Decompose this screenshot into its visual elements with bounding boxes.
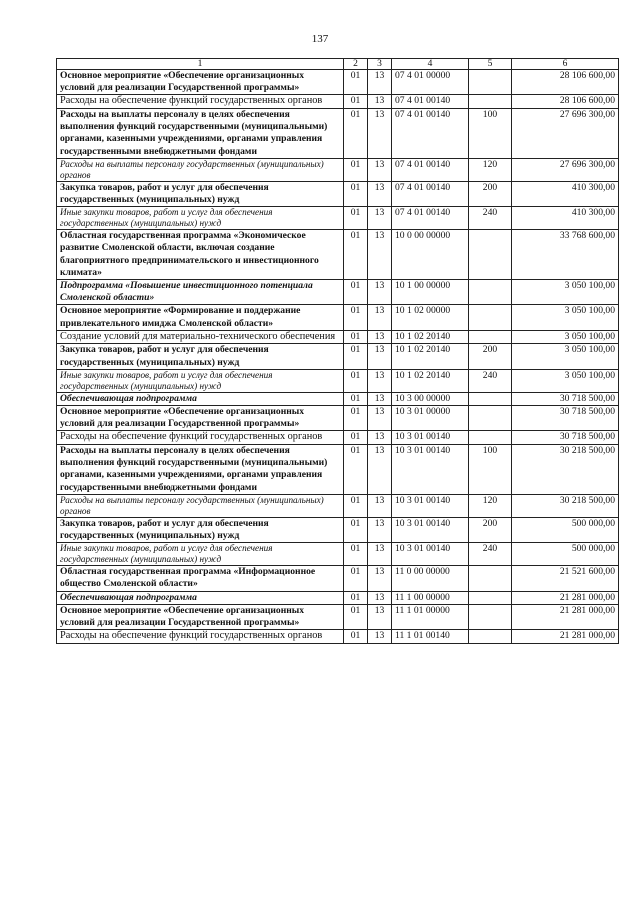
expense-name-cell: Основное мероприятие «Обеспечение организационных условий для реализации Государственной программы» <box>57 70 344 95</box>
expense-type-cell <box>469 591 512 604</box>
subsection-code-cell: 13 <box>368 158 392 181</box>
section-code-cell: 01 <box>344 431 368 445</box>
subsection-code-cell: 13 <box>368 207 392 230</box>
column-header-4: 4 <box>392 59 469 70</box>
expense-name-cell: Расходы на выплаты персоналу государственных (муниципальных) органов <box>57 494 344 517</box>
expense-type-cell <box>469 630 512 644</box>
target-article-cell: 10 3 01 00140 <box>392 494 469 517</box>
table-row <box>57 158 619 181</box>
target-article-cell: 10 1 02 20140 <box>392 344 469 369</box>
amount-cell: 28 106 600,00 <box>512 70 619 95</box>
amount-cell: 27 696 300,00 <box>512 158 619 181</box>
expense-name-cell: Обеспечивающая подпрограмма <box>57 591 344 604</box>
expense-type-cell <box>469 604 512 629</box>
expense-name-cell: Основное мероприятие «Обеспечение организационных условий для реализации Государственной программы» <box>57 604 344 629</box>
subsection-code-cell: 13 <box>368 95 392 109</box>
section-code-cell: 01 <box>344 566 368 591</box>
expense-name-cell: Расходы на выплаты персоналу в целях обеспечения выполнения функций государственными (муниципальными) органами, казенными учреждениями, органами управления государственными внебюджетными фондами <box>57 109 344 159</box>
subsection-code-cell: 13 <box>368 280 392 305</box>
table-row <box>57 280 619 305</box>
target-article-cell: 10 3 01 00140 <box>392 445 469 495</box>
subsection-code-cell: 13 <box>368 369 392 392</box>
expense-name-cell: Расходы на обеспечение функций государственных органов <box>57 630 344 644</box>
expense-name-cell: Областная государственная программа «Информационное общество Смоленской области» <box>57 566 344 591</box>
expense-name-cell: Расходы на обеспечение функций государственных органов <box>57 431 344 445</box>
target-article-cell: 10 1 02 00000 <box>392 305 469 330</box>
subsection-code-cell: 13 <box>368 630 392 644</box>
amount-cell: 3 050 100,00 <box>512 344 619 369</box>
section-code-cell: 01 <box>344 445 368 495</box>
section-code-cell: 01 <box>344 604 368 629</box>
table-row <box>57 604 619 629</box>
expense-type-cell: 120 <box>469 158 512 181</box>
expense-name-cell: Основное мероприятие «Обеспечение организационных условий для реализации Государственной программы» <box>57 406 344 431</box>
amount-cell: 3 050 100,00 <box>512 369 619 392</box>
expense-name-cell: Иные закупки товаров, работ и услуг для обеспечения государственных (муниципальных) нужд <box>57 207 344 230</box>
subsection-code-cell: 13 <box>368 109 392 159</box>
column-header-2: 2 <box>344 59 368 70</box>
section-code-cell: 01 <box>344 392 368 405</box>
amount-cell: 30 218 500,00 <box>512 445 619 495</box>
amount-cell: 30 718 500,00 <box>512 431 619 445</box>
section-code-cell: 01 <box>344 207 368 230</box>
section-code-cell: 01 <box>344 109 368 159</box>
table-row <box>57 207 619 230</box>
expense-name-cell: Областная государственная программа «Экономическое развитие Смоленской области, включая создание благоприятного предпринимательского и инвестиционного климата» <box>57 230 344 280</box>
section-code-cell: 01 <box>344 230 368 280</box>
subsection-code-cell: 13 <box>368 543 392 566</box>
subsection-code-cell: 13 <box>368 181 392 206</box>
table-row <box>57 95 619 109</box>
amount-cell: 21 521 600,00 <box>512 566 619 591</box>
section-code-cell: 01 <box>344 344 368 369</box>
section-code-cell: 01 <box>344 305 368 330</box>
target-article-cell: 11 1 01 00140 <box>392 630 469 644</box>
expense-type-cell: 200 <box>469 181 512 206</box>
amount-cell: 30 718 500,00 <box>512 406 619 431</box>
subsection-code-cell: 13 <box>368 330 392 344</box>
section-code-cell: 01 <box>344 630 368 644</box>
table-row <box>57 109 619 159</box>
column-header-5: 5 <box>469 59 512 70</box>
target-article-cell: 07 4 01 00140 <box>392 207 469 230</box>
expense-type-cell <box>469 330 512 344</box>
target-article-cell: 10 3 01 00140 <box>392 431 469 445</box>
amount-cell: 410 300,00 <box>512 181 619 206</box>
target-article-cell: 07 4 01 00000 <box>392 70 469 95</box>
table-row <box>57 566 619 591</box>
target-article-cell: 11 1 01 00000 <box>392 604 469 629</box>
target-article-cell: 11 1 00 00000 <box>392 591 469 604</box>
target-article-cell: 11 0 00 00000 <box>392 566 469 591</box>
table-body <box>57 70 619 644</box>
amount-cell: 33 768 600,00 <box>512 230 619 280</box>
target-article-cell: 07 4 01 00140 <box>392 109 469 159</box>
amount-cell: 500 000,00 <box>512 543 619 566</box>
expense-type-cell <box>469 305 512 330</box>
target-article-cell: 10 1 00 00000 <box>392 280 469 305</box>
section-code-cell: 01 <box>344 543 368 566</box>
expense-name-cell: Расходы на обеспечение функций государственных органов <box>57 95 344 109</box>
table-row <box>57 517 619 542</box>
table-row <box>57 591 619 604</box>
table-row <box>57 431 619 445</box>
table-row <box>57 369 619 392</box>
amount-cell: 3 050 100,00 <box>512 330 619 344</box>
table-row <box>57 70 619 95</box>
subsection-code-cell: 13 <box>368 494 392 517</box>
amount-cell: 3 050 100,00 <box>512 280 619 305</box>
target-article-cell: 10 0 00 00000 <box>392 230 469 280</box>
expense-type-cell <box>469 280 512 305</box>
amount-cell: 500 000,00 <box>512 517 619 542</box>
target-article-cell: 10 3 01 00140 <box>392 543 469 566</box>
amount-cell: 3 050 100,00 <box>512 305 619 330</box>
subsection-code-cell: 13 <box>368 392 392 405</box>
amount-cell: 21 281 000,00 <box>512 630 619 644</box>
page-number: 137 <box>311 33 329 45</box>
expense-type-cell <box>469 95 512 109</box>
amount-cell: 410 300,00 <box>512 207 619 230</box>
expense-type-cell <box>469 392 512 405</box>
expense-name-cell: Основное мероприятие «Формирование и поддержание привлекательного имиджа Смоленской области» <box>57 305 344 330</box>
expense-name-cell: Расходы на выплаты персоналу государственных (муниципальных) органов <box>57 158 344 181</box>
column-header-6: 6 <box>512 59 619 70</box>
table-row <box>57 305 619 330</box>
expense-name-cell: Обеспечивающая подпрограмма <box>57 392 344 405</box>
amount-cell: 30 718 500,00 <box>512 392 619 405</box>
table-row <box>57 181 619 206</box>
expense-type-cell <box>469 406 512 431</box>
target-article-cell: 07 4 01 00140 <box>392 181 469 206</box>
amount-cell: 21 281 000,00 <box>512 591 619 604</box>
expense-name-cell: Закупка товаров, работ и услуг для обеспечения государственных (муниципальных) нужд <box>57 517 344 542</box>
subsection-code-cell: 13 <box>368 406 392 431</box>
table-row <box>57 445 619 495</box>
expense-name-cell: Создание условий для материально-технического обеспечения <box>57 330 344 344</box>
section-code-cell: 01 <box>344 181 368 206</box>
section-code-cell: 01 <box>344 280 368 305</box>
subsection-code-cell: 13 <box>368 230 392 280</box>
table-row <box>57 494 619 517</box>
section-code-cell: 01 <box>344 330 368 344</box>
expense-type-cell: 100 <box>469 445 512 495</box>
table-row <box>57 330 619 344</box>
expense-type-cell: 120 <box>469 494 512 517</box>
column-header-1: 1 <box>57 59 344 70</box>
section-code-cell: 01 <box>344 95 368 109</box>
subsection-code-cell: 13 <box>368 517 392 542</box>
table-row <box>57 344 619 369</box>
expense-name-cell: Иные закупки товаров, работ и услуг для обеспечения государственных (муниципальных) нужд <box>57 543 344 566</box>
table-row <box>57 543 619 566</box>
expense-type-cell: 240 <box>469 207 512 230</box>
subsection-code-cell: 13 <box>368 344 392 369</box>
expense-type-cell: 200 <box>469 344 512 369</box>
column-header-3: 3 <box>368 59 392 70</box>
table-header-row <box>57 59 619 70</box>
expense-type-cell: 240 <box>469 369 512 392</box>
table-row <box>57 230 619 280</box>
expense-name-cell: Подпрограмма «Повышение инвестиционного потенциала Смоленской области» <box>57 280 344 305</box>
subsection-code-cell: 13 <box>368 305 392 330</box>
table-row <box>57 392 619 405</box>
amount-cell: 27 696 300,00 <box>512 109 619 159</box>
subsection-code-cell: 13 <box>368 431 392 445</box>
target-article-cell: 10 3 01 00140 <box>392 517 469 542</box>
expense-type-cell: 200 <box>469 517 512 542</box>
table-row <box>57 630 619 644</box>
target-article-cell: 07 4 01 00140 <box>392 158 469 181</box>
section-code-cell: 01 <box>344 369 368 392</box>
expense-type-cell: 240 <box>469 543 512 566</box>
subsection-code-cell: 13 <box>368 70 392 95</box>
expense-name-cell: Иные закупки товаров, работ и услуг для обеспечения государственных (муниципальных) нужд <box>57 369 344 392</box>
section-code-cell: 01 <box>344 494 368 517</box>
subsection-code-cell: 13 <box>368 445 392 495</box>
section-code-cell: 01 <box>344 591 368 604</box>
section-code-cell: 01 <box>344 158 368 181</box>
expense-type-cell <box>469 431 512 445</box>
expense-name-cell: Расходы на выплаты персоналу в целях обеспечения выполнения функций государственными (муниципальными) органами, казенными учреждениями, органами управления государственными внебюджетными фондами <box>57 445 344 495</box>
expense-type-cell: 100 <box>469 109 512 159</box>
table-row <box>57 406 619 431</box>
expense-type-cell <box>469 70 512 95</box>
subsection-code-cell: 13 <box>368 591 392 604</box>
expense-name-cell: Закупка товаров, работ и услуг для обеспечения государственных (муниципальных) нужд <box>57 181 344 206</box>
expense-name-cell: Закупка товаров, работ и услуг для обеспечения государственных (муниципальных) нужд <box>57 344 344 369</box>
section-code-cell: 01 <box>344 70 368 95</box>
amount-cell: 21 281 000,00 <box>512 604 619 629</box>
expense-type-cell <box>469 230 512 280</box>
target-article-cell: 10 1 02 20140 <box>392 369 469 392</box>
section-code-cell: 01 <box>344 406 368 431</box>
target-article-cell: 10 3 00 00000 <box>392 392 469 405</box>
expense-type-cell <box>469 566 512 591</box>
target-article-cell: 10 1 02 20140 <box>392 330 469 344</box>
subsection-code-cell: 13 <box>368 604 392 629</box>
section-code-cell: 01 <box>344 517 368 542</box>
amount-cell: 28 106 600,00 <box>512 95 619 109</box>
subsection-code-cell: 13 <box>368 566 392 591</box>
target-article-cell: 10 3 01 00000 <box>392 406 469 431</box>
budget-table <box>56 58 619 644</box>
target-article-cell: 07 4 01 00140 <box>392 95 469 109</box>
amount-cell: 30 218 500,00 <box>512 494 619 517</box>
